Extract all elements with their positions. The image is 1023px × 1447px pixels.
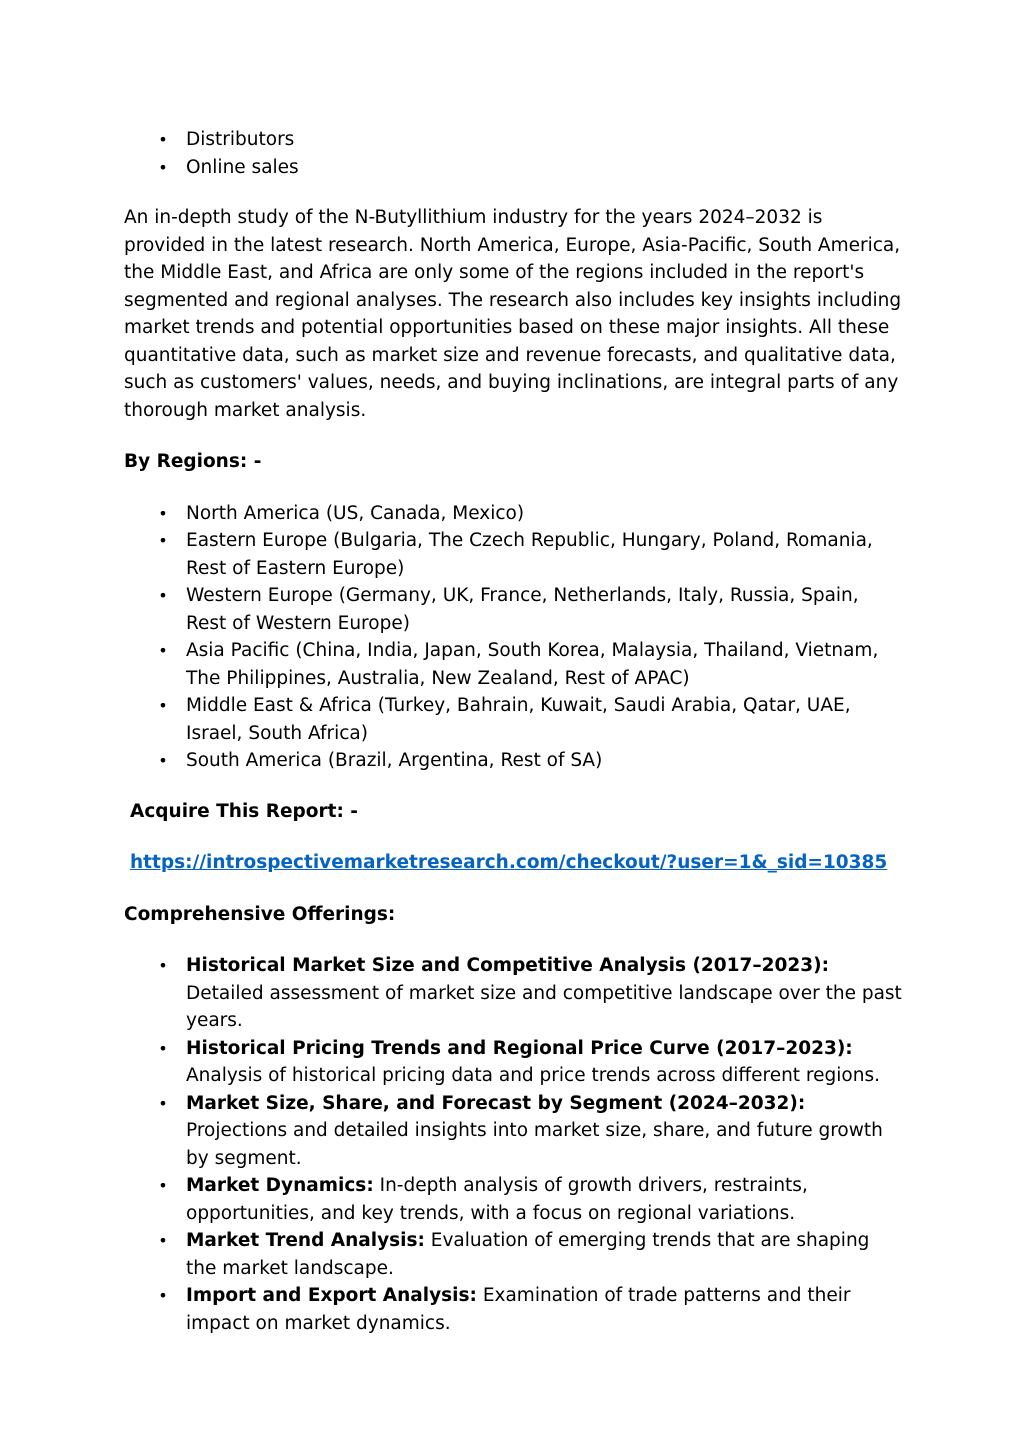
bullet-icon: • [158,1231,168,1250]
checkout-link-wrapper [124,849,904,877]
bullet-icon: • [158,1038,168,1058]
list-item: • North America (US, Canada, Mexico) [124,500,904,528]
bullet-icon: • [158,751,168,770]
offering-lead: Historical Market Size and Competitive Analysis (2017–2023): [186,955,829,976]
offering-lead: Market Dynamics: [186,1175,374,1196]
offering-lead: Market Trend Analysis: [186,1230,425,1251]
offering-text: In-depth analysis of growth drivers, restraints, opportunities, and key trends, with a focus on regional variations. [186,1175,808,1224]
acquire-heading: Acquire This Report: - [130,800,358,822]
bullet-icon: • [158,956,168,975]
bullet-icon: • [158,586,168,605]
list-item: • Middle East & Africa (Turkey, Bahrain, Kuwait, Saudi Arabia, Qatar, UAE, Israel, South Africa) [124,692,904,747]
offering-lead: Import and Export Analysis: [186,1285,477,1306]
bullet-icon: • [158,1286,168,1305]
bullet-icon: • [158,1176,168,1195]
bullet-icon: • [158,130,168,149]
offering-text: Detailed assessment of market size and competitive landscape over the past years. [186,982,902,1031]
bullet-icon: • [158,641,168,660]
document-page [124,126,904,1337]
list-item [124,1227,904,1282]
offering-text: Evaluation of emerging trends that are shaping the market landscape. [186,1230,870,1279]
list-item: • Online sales [124,154,904,182]
bullet-icon: • [158,696,168,715]
channel-list [124,126,904,181]
intro-paragraph: An in-depth study of the N-Butyllithium industry for the years 2024–2032 is provided in the latest research. North America, Europe, Asia-Pacific, South America, the Middle East, and Africa are only some of the regions included in the report's segmented and regional analyses. The research also includes key insights including market trends and potential opportunities based on these major insights. All these quantitative data, such as market size and revenue forecasts, and qualitative data, such as customers' values, needs, and buying inclinations, are integral parts of any thorough market analysis. [124,207,902,421]
offering-text: Projections and detailed insights into market size, share, and future growth by segment. [186,1120,883,1169]
list-item [124,952,904,1035]
list-item [124,1282,904,1337]
bullet-icon: • [158,157,168,177]
list-item [124,1090,904,1173]
list-item: • Distributors [124,126,904,154]
list-item: • South America (Brazil, Argentina, Rest of SA) [124,747,904,775]
list-item: • Western Europe (Germany, UK, France, Netherlands, Italy, Russia, Spain, Rest of Western Europe) [124,582,904,637]
offerings-list [124,952,904,1337]
bullet-icon: • [158,531,168,550]
list-item: • Asia Pacific (China, India, Japan, South Korea, Malaysia, Thailand, Vietnam, The Philippines, Australia, New Zealand, Rest of APAC) [124,637,904,692]
offering-text: Analysis of historical pricing data and price trends across different regions. [186,1065,880,1086]
offering-lead: Market Size, Share, and Forecast by Segment (2024–2032): [186,1092,806,1114]
checkout-link[interactable]: https://introspectivemarketresearch.com/checkout/?user=1&_sid=10385 [130,852,888,873]
offerings-heading: Comprehensive Offerings: [124,903,396,925]
regions-list [124,500,904,775]
list-item [124,1172,904,1227]
offering-text: Examination of trade patterns and their impact on market dynamics. [186,1285,851,1334]
regions-heading: By Regions: - [124,451,262,472]
bullet-icon: • [158,1093,168,1113]
list-item [124,1035,904,1090]
bullet-icon: • [158,503,168,523]
list-item: • Eastern Europe (Bulgaria, The Czech Republic, Hungary, Poland, Romania, Rest of Eastern Europe) [124,527,904,582]
offering-lead: Historical Pricing Trends and Regional Price Curve (2017–2023): [186,1037,853,1059]
